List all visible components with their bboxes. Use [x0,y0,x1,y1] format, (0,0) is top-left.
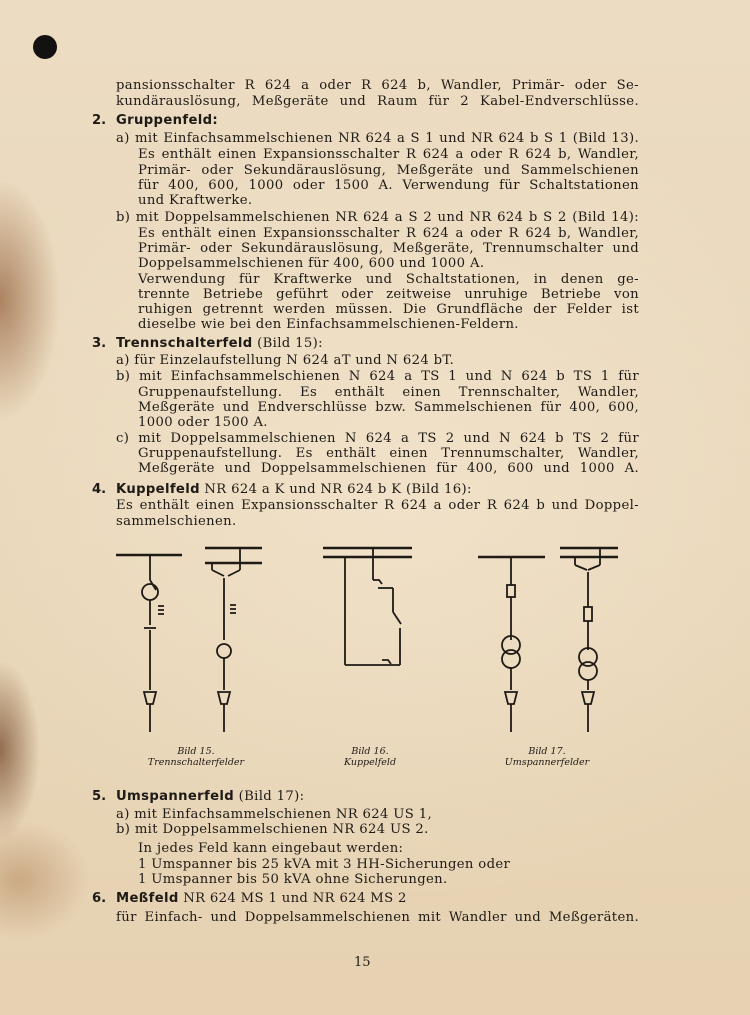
section-heading: Umspannerfeld [116,789,235,804]
section-heading: Meßfeld [116,891,179,906]
text-line: Es enthält einen Expansionsschalter R 624 a oder R 624 b und Doppel- [116,498,639,513]
text-line: c) mit Doppelsammelschienen N 624 a TS 2 und N 624 b TS 2 für [116,431,639,446]
text-line: Es enthält einen Expansionsschalter R 624 a oder R 624 b, Wandler, [138,226,639,241]
text-line: b) mit Doppelsammelschienen NR 624 a S 2 und NR 624 b S 2 (Bild 14): [116,210,639,225]
section-heading-tail: (Bild 15): [252,336,323,351]
caption-number: Bild 16. [351,746,389,757]
caption-number: Bild 15. [177,746,215,757]
section-number: 2. [92,113,107,128]
section-heading-line [116,891,407,906]
text-line: sammelschienen. [116,514,237,529]
text-line: Doppelsammelschienen für 400, 600 und 1000 A. [138,256,485,271]
section-number: 5. [92,789,107,804]
text-line: für 400, 600, 1000 oder 1500 A. Verwendung für Schaltstationen [138,178,639,193]
text-line: b) mit Einfachsammelschienen N 624 a TS 1 und N 624 b TS 1 für [116,369,639,384]
section-number: 6. [92,891,107,906]
section-heading-tail: (Bild 17): [234,789,305,804]
text-line: 1 Umspanner bis 50 kVA ohne Sicherungen. [138,872,448,887]
section-heading-line [116,789,304,804]
figure-caption-bild15 [146,746,246,768]
text-line: In jedes Feld kann eingebaut werden: [138,841,404,856]
text-line: dieselbe wie bei den Einfachsammelschienen-Feldern. [138,317,519,332]
text-line: Es enthält einen Expansionsschalter R 624 a oder R 624 b, Wandler, [138,147,639,162]
text-line: für Einfach- und Doppelsammelschienen mit Wandler und Meßgeräten. [116,910,639,925]
text-line: pansionsschalter R 624 a oder R 624 b, Wandler, Primär- oder Se- [116,78,639,93]
section-heading-tail: NR 624 MS 1 und NR 624 MS 2 [178,891,407,906]
caption-title: Umspannerfelder [504,757,590,768]
caption-number: Bild 17. [528,746,566,757]
text-line: Verwendung für Kraftwerke und Schaltstationen, in denen ge- [138,272,639,287]
section-heading: Gruppenfeld: [116,113,219,128]
text-line: Primär- oder Sekundärauslösung, Meßgeräte, Trennumschalter und [138,241,639,256]
caption-title: Kuppelfeld [343,757,397,768]
section-heading: Kuppelfeld [116,482,200,497]
page-number: 15 [354,955,371,970]
text-line: b) mit Doppelsammelschienen NR 624 US 2. [116,822,429,837]
text-line: und Kraftwerke. [138,193,253,208]
caption-title: Trennschalterfelder [147,757,245,768]
figure-caption-bild17 [497,746,597,768]
text-line: Primär- oder Sekundärauslösung, Meßgeräte und Sammelschienen [138,163,639,178]
punch-hole [33,35,57,59]
section-number: 3. [92,336,107,351]
text-line: a) mit Einfachsammelschienen NR 624 a S 1 und NR 624 b S 1 (Bild 13). [116,131,639,146]
text-line: Gruppenaufstellung. Es enthält einen Trennumschalter, Wandler, [138,446,639,461]
section-heading-line [116,336,323,351]
section-heading: Trennschalterfeld [116,336,253,351]
figure-caption-bild16 [330,746,410,768]
text-line: a) für Einzelaufstellung N 624 aT und N 624 bT. [116,353,455,368]
text-line: 1000 oder 1500 A. [138,415,268,430]
text-line: 1 Umspanner bis 25 kVA mit 3 HH-Sicherungen oder [138,857,511,872]
text-line: Meßgeräte und Endverschlüsse bzw. Sammelschienen für 400, 600, [138,400,639,415]
text-line: kundärauslösung, Meßgeräte und Raum für 2 Kabel-Endverschlüsse. [116,94,639,109]
section-heading-line [116,482,472,497]
text-line: a) mit Einfachsammelschienen NR 624 US 1, [116,807,432,822]
text-line: ruhigen getrennt werden müssen. Die Grundfläche der Felder ist [138,302,639,317]
text-line: Gruppenaufstellung. Es enthält einen Trennschalter, Wandler, [138,385,639,400]
text-line: trennte Betriebe geführt oder zeitweise unruhige Betriebe von [138,287,639,302]
section-number: 4. [92,482,107,497]
section-heading-tail: NR 624 a K und NR 624 b K (Bild 16): [199,482,472,497]
text-line: Meßgeräte und Doppelsammelschienen für 400, 600 und 1000 A. [138,461,639,476]
